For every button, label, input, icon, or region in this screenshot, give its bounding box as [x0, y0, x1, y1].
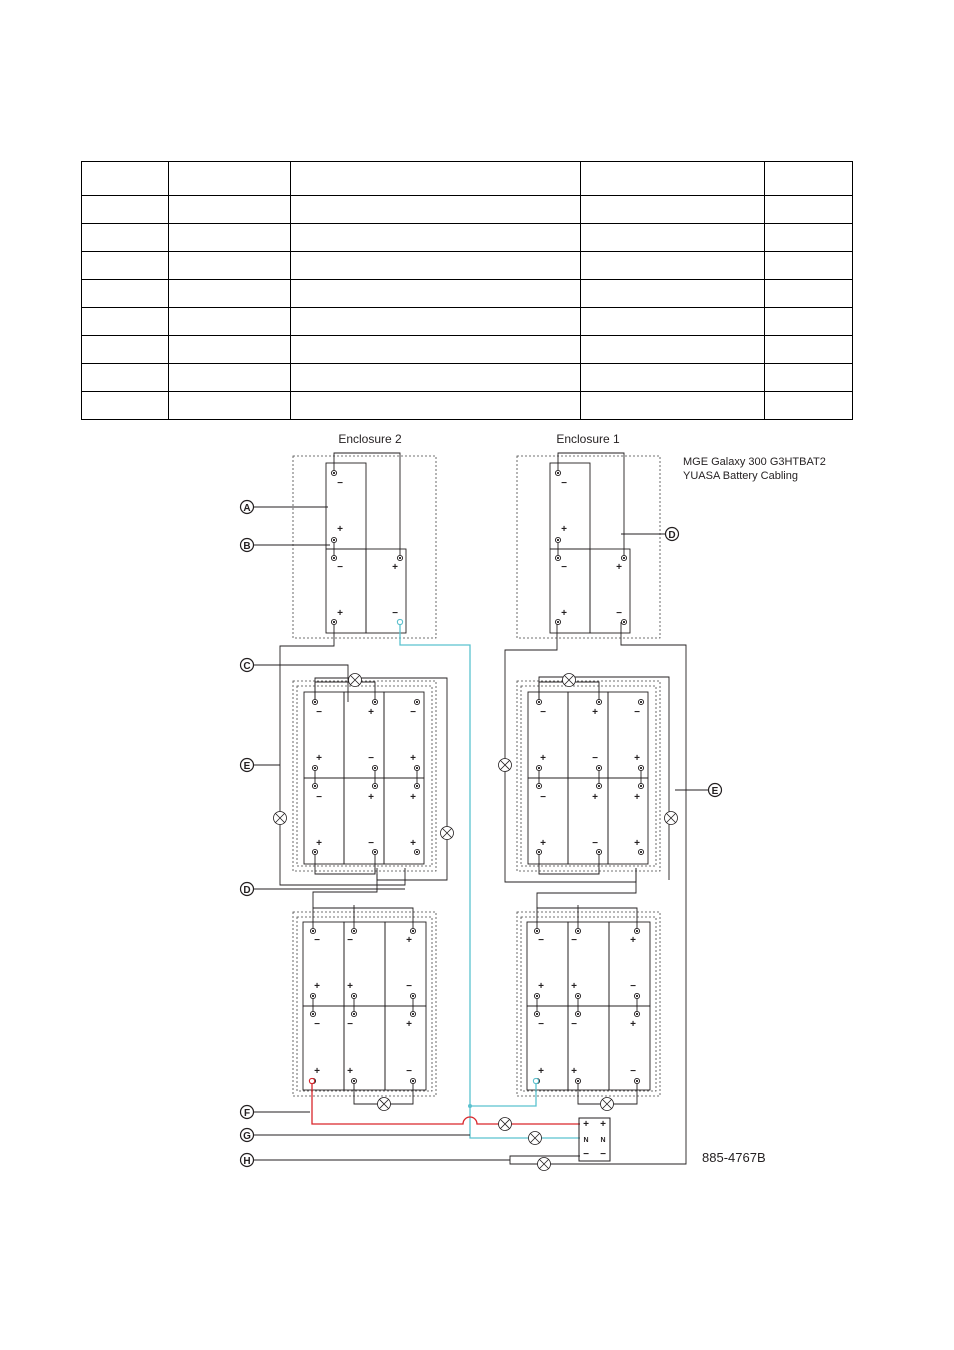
polarity-sign: + — [410, 753, 416, 764]
terminal-dot — [416, 701, 418, 703]
callout-b — [241, 539, 331, 553]
terminal-dot — [374, 851, 376, 853]
terminal-dot — [577, 1013, 579, 1015]
callout-e — [241, 759, 281, 773]
polarity-sign: − — [538, 1019, 544, 1030]
cable — [315, 678, 447, 880]
enclosure-box — [517, 456, 660, 638]
polarity-sign: + — [410, 838, 416, 849]
polarity-sign: − — [616, 608, 622, 619]
callout-d — [241, 883, 406, 897]
terminal-block-row1-label: + — [583, 1119, 589, 1130]
terminal-dot — [557, 621, 559, 623]
callout-letter: D — [243, 885, 251, 896]
polarity-sign: − — [592, 753, 598, 764]
terminal-dot — [640, 851, 642, 853]
polarity-sign: + — [561, 524, 567, 535]
battery-cell — [304, 692, 344, 778]
cable — [558, 453, 624, 558]
terminal — [309, 1078, 314, 1083]
polarity-sign: + — [368, 792, 374, 803]
terminal-dot — [374, 767, 376, 769]
callout-e — [675, 784, 722, 798]
terminal-dot — [636, 930, 638, 932]
polarity-sign: − — [406, 981, 412, 992]
terminal-dot — [374, 701, 376, 703]
terminal-dot — [557, 539, 559, 541]
enclosure-1-label: Enclosure 1 — [556, 432, 620, 446]
terminal-dot — [314, 767, 316, 769]
battery-cell — [528, 692, 568, 778]
junction-dot — [468, 1104, 472, 1108]
polarity-sign: − — [538, 935, 544, 946]
polarity-sign: − — [347, 935, 353, 946]
battery-cell — [344, 692, 384, 778]
polarity-sign: − — [314, 935, 320, 946]
callout-letter: E — [243, 761, 251, 772]
callout-a — [241, 501, 329, 515]
terminal-dot — [399, 557, 401, 559]
callout-letter: G — [243, 1131, 251, 1142]
polarity-sign: + — [314, 1066, 320, 1077]
battery-cell — [384, 692, 424, 778]
polarity-sign: + — [406, 1019, 412, 1030]
terminal-dot — [636, 995, 638, 997]
terminal-dot — [536, 930, 538, 932]
terminal — [533, 1078, 538, 1083]
terminal-dot — [577, 930, 579, 932]
battery-cell — [528, 778, 568, 864]
polarity-sign: + — [592, 707, 598, 718]
polarity-sign: − — [630, 981, 636, 992]
terminal-dot — [412, 1013, 414, 1015]
terminal-dot — [623, 621, 625, 623]
polarity-sign: − — [592, 838, 598, 849]
polarity-sign: + — [630, 1019, 636, 1030]
terminal-dot — [598, 767, 600, 769]
terminal-dot — [416, 767, 418, 769]
battery-cell — [550, 463, 590, 549]
terminal-dot — [374, 785, 376, 787]
battery-cell — [568, 778, 608, 864]
polarity-sign: − — [540, 707, 546, 718]
cable — [539, 677, 669, 880]
terminal-dot — [577, 1080, 579, 1082]
battery-cell — [304, 778, 344, 864]
polarity-sign: + — [410, 792, 416, 803]
polarity-sign: + — [616, 562, 622, 573]
battery-cell — [344, 778, 384, 864]
battery-cell — [568, 692, 608, 778]
battery-cell — [303, 1006, 344, 1090]
polarity-sign: + — [571, 981, 577, 992]
terminal-dot — [577, 995, 579, 997]
terminal-dot — [333, 621, 335, 623]
polarity-sign: − — [316, 792, 322, 803]
polarity-sign: − — [561, 478, 567, 489]
diagram-title-line1: MGE Galaxy 300 G3HTBAT2 — [683, 456, 826, 468]
terminal-block-row3-label: − — [583, 1149, 589, 1160]
cable — [505, 622, 636, 882]
callout-f — [241, 1106, 311, 1120]
terminal-dot — [623, 557, 625, 559]
callout-h — [241, 1154, 511, 1168]
polarity-sign: − — [561, 562, 567, 573]
polarity-sign: − — [630, 1066, 636, 1077]
terminal-dot — [314, 701, 316, 703]
terminal-dot — [538, 701, 540, 703]
terminals — [309, 470, 643, 1083]
terminal-block-row2-label: N — [600, 1137, 606, 1144]
polarity-sign: + — [337, 608, 343, 619]
terminal-dot — [412, 930, 414, 932]
callout-d — [621, 528, 679, 542]
terminal — [397, 619, 402, 624]
battery-cell — [326, 463, 366, 549]
terminal-dot — [353, 1013, 355, 1015]
terminal-dot — [598, 785, 600, 787]
terminal-dot — [640, 785, 642, 787]
callout-c — [241, 659, 335, 673]
cyan-cable — [470, 1081, 536, 1106]
polarity-sign: + — [337, 524, 343, 535]
polarity-sign: + — [368, 707, 374, 718]
polarity-sign: + — [316, 838, 322, 849]
terminal-dot — [312, 995, 314, 997]
terminal-dot — [416, 851, 418, 853]
polarity-sign: − — [392, 608, 398, 619]
terminal-block-row1-label: + — [600, 1119, 606, 1130]
callout-g — [241, 1129, 471, 1143]
polarity-sign: − — [540, 792, 546, 803]
terminal-dot — [333, 472, 335, 474]
polarity-sign: − — [337, 478, 343, 489]
terminal-dot — [416, 785, 418, 787]
terminal-dot — [538, 785, 540, 787]
terminal-dot — [636, 1013, 638, 1015]
battery-cell — [527, 1006, 568, 1090]
polarity-sign: + — [592, 792, 598, 803]
polarity-sign: − — [406, 1066, 412, 1077]
terminal-block-row2-label: N — [583, 1137, 589, 1144]
terminal-dot — [640, 701, 642, 703]
cable — [280, 622, 405, 885]
terminal-dot — [557, 557, 559, 559]
polarity-sign: + — [347, 981, 353, 992]
polarity-sign: + — [571, 1066, 577, 1077]
polarity-sign: + — [538, 1066, 544, 1077]
part-number: 885-4767B — [702, 1150, 766, 1165]
terminal-dot — [333, 557, 335, 559]
terminal-dot — [312, 1013, 314, 1015]
cable — [537, 908, 637, 931]
terminal-dot — [538, 767, 540, 769]
callout-letter: D — [668, 530, 676, 541]
battery-cell — [608, 692, 648, 778]
polarity-sign: − — [337, 562, 343, 573]
terminal-dot — [536, 1013, 538, 1015]
terminal-dot — [636, 1080, 638, 1082]
polarity-sign: + — [347, 1066, 353, 1077]
enclosure-outlines — [293, 456, 660, 1096]
terminal-dot — [312, 930, 314, 932]
cable — [313, 908, 413, 931]
battery-cell — [527, 922, 568, 1006]
cable — [334, 665, 348, 702]
enclosure-box — [293, 456, 436, 638]
polarity-sign: − — [314, 1019, 320, 1030]
polarity-sign: − — [571, 935, 577, 946]
callout-labels — [241, 501, 722, 1168]
polarity-sign: − — [316, 707, 322, 718]
polarity-sign: − — [571, 1019, 577, 1030]
terminal-block-row3-label: − — [600, 1149, 606, 1160]
polarity-sign: + — [538, 981, 544, 992]
callout-letter: A — [243, 503, 251, 514]
terminal-dot — [412, 995, 414, 997]
polarity-sign: + — [634, 753, 640, 764]
polarity-sign: + — [316, 753, 322, 764]
terminal-dot — [353, 930, 355, 932]
polarity-sign: − — [634, 707, 640, 718]
polarity-sign: + — [634, 838, 640, 849]
terminal-dot — [353, 995, 355, 997]
terminal-dot — [557, 472, 559, 474]
terminal-dot — [412, 1080, 414, 1082]
polarity-sign: − — [410, 707, 416, 718]
callout-letter: F — [243, 1108, 251, 1119]
enclosure-2-label: Enclosure 2 — [338, 432, 402, 446]
terminal-dot — [598, 851, 600, 853]
terminal-dot — [333, 539, 335, 541]
polarity-sign: + — [406, 935, 412, 946]
polarity-sign: − — [347, 1019, 353, 1030]
callout-letter: H — [243, 1156, 251, 1167]
battery-cell — [303, 922, 344, 1006]
polarity-sign: + — [630, 935, 636, 946]
terminal-dot — [314, 851, 316, 853]
diagram-title-line2: YUASA Battery Cabling — [683, 470, 798, 482]
polarity-sign: + — [314, 981, 320, 992]
terminal-dot — [314, 785, 316, 787]
terminal-block — [579, 1118, 610, 1161]
polarity-sign: − — [368, 753, 374, 764]
terminal-dot — [640, 767, 642, 769]
terminal-dot — [353, 1080, 355, 1082]
callout-letter: B — [243, 541, 251, 552]
polarity-sign: + — [540, 753, 546, 764]
polarity-sign: + — [634, 792, 640, 803]
terminal-dot — [598, 701, 600, 703]
red-cable — [312, 1081, 580, 1124]
terminal-dot — [538, 851, 540, 853]
callout-letter: E — [711, 786, 719, 797]
polarity-sign: + — [561, 608, 567, 619]
polarity-sign: + — [392, 562, 398, 573]
cable — [334, 453, 400, 558]
polarity-sign: − — [368, 838, 374, 849]
polarity-sign: + — [540, 838, 546, 849]
terminal-dot — [536, 995, 538, 997]
callout-letter: C — [243, 661, 251, 672]
